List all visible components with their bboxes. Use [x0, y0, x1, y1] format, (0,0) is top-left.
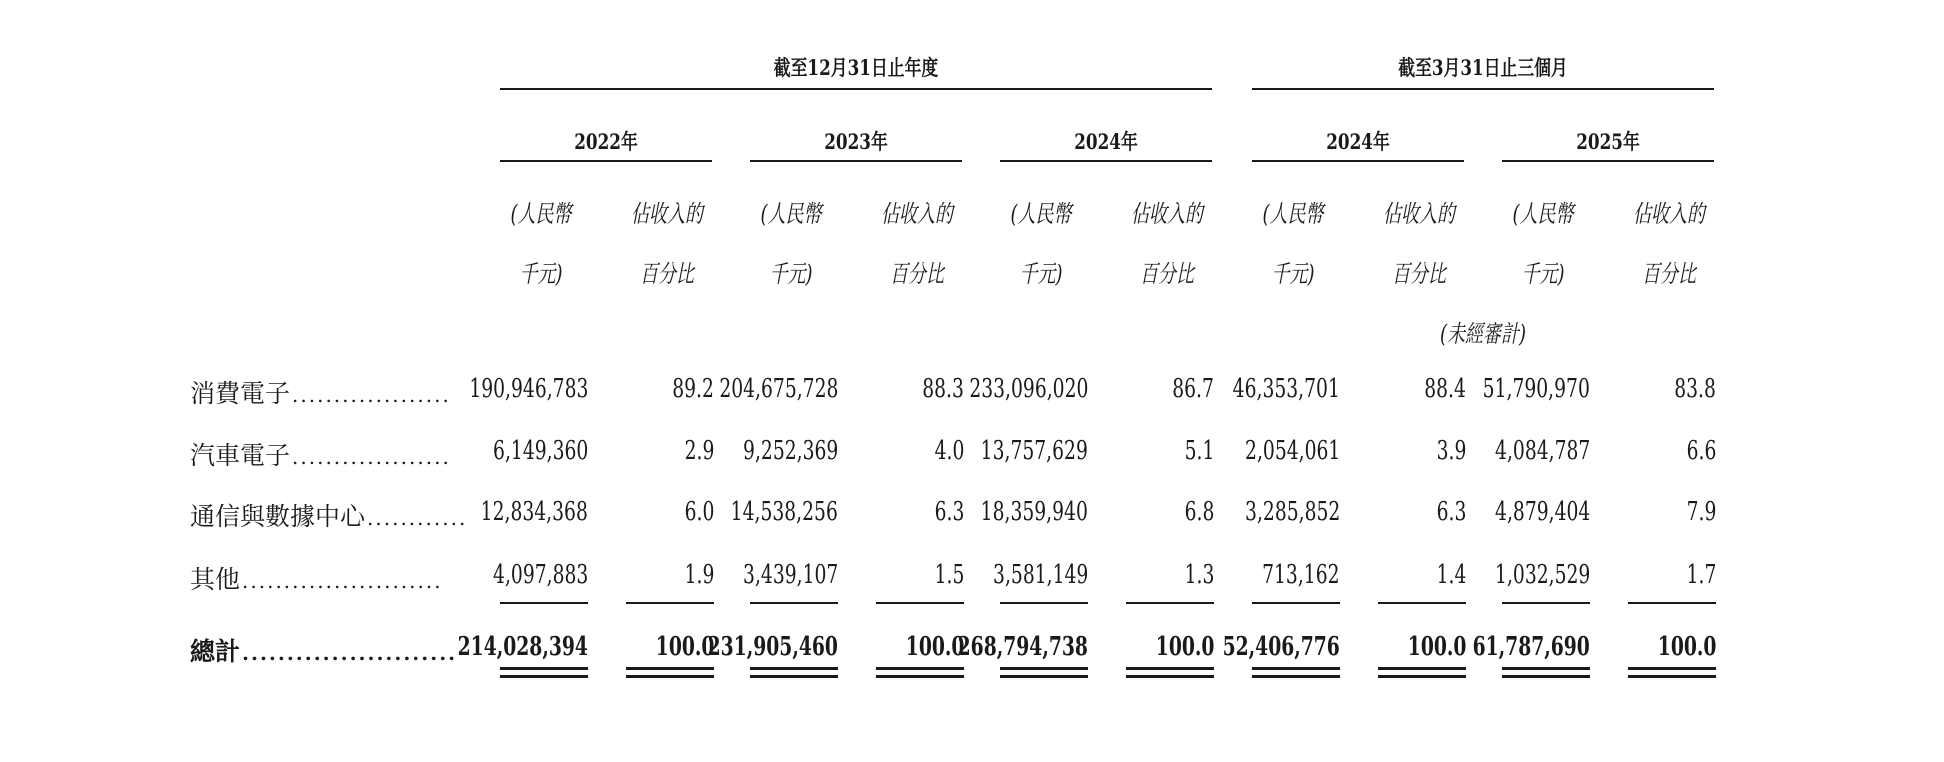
- amount-cell: 6,149,360: [492, 436, 588, 466]
- total-double-rule: [626, 675, 714, 678]
- total-double-rule: [876, 667, 964, 670]
- row-label-text: 消費電子: [190, 379, 291, 408]
- percent-cell: 7.9: [1686, 497, 1716, 527]
- unit-pct-line1: 佔收入的: [1633, 200, 1705, 228]
- total-double-rule: [750, 667, 838, 670]
- total-double-rule: [1126, 667, 1214, 670]
- total-amount-cell: 61,787,690: [1472, 632, 1590, 662]
- leader-dots: ........................: [242, 569, 443, 593]
- percent-cell: 1.9: [684, 560, 714, 590]
- percent-cell: 89.2: [672, 374, 714, 404]
- amount-cell: 190,946,783: [468, 374, 588, 404]
- amount-cell: 4,084,787: [1494, 436, 1590, 466]
- amount-cell: 3,439,107: [742, 560, 838, 590]
- subtotal-rule: [750, 602, 838, 604]
- amount-cell: 4,879,404: [1494, 497, 1590, 527]
- percent-cell: 88.3: [922, 374, 964, 404]
- amount-cell: 204,675,728: [718, 374, 838, 404]
- unit-amount-line2: 千元): [1271, 260, 1315, 288]
- subtotal-rule: [1628, 602, 1716, 604]
- total-percent-cell: 100.0: [1657, 632, 1716, 662]
- amount-cell: 18,359,940: [980, 497, 1088, 527]
- unit-pct-line2: 百分比: [1392, 260, 1446, 288]
- subtotal-rule: [1378, 602, 1466, 604]
- total-double-rule: [876, 675, 964, 678]
- year-header-2024: 2024年: [1074, 129, 1138, 154]
- total-double-rule: [626, 667, 714, 670]
- percent-cell: 4.0: [934, 436, 964, 466]
- amount-cell: 46,353,701: [1232, 374, 1340, 404]
- percent-cell: 1.5: [934, 560, 964, 590]
- leader-dots: ...................: [292, 445, 451, 469]
- percent-cell: 1.3: [1184, 560, 1214, 590]
- percent-cell: 88.4: [1424, 374, 1466, 404]
- total-percent-cell: 100.0: [905, 632, 964, 662]
- row-label-text: 通信與數據中心: [190, 502, 366, 531]
- unit-pct-line1: 佔收入的: [881, 200, 953, 228]
- year-rule: [1502, 160, 1714, 162]
- total-percent-cell: 100.0: [1155, 632, 1214, 662]
- year-header-2024-q: 2024年: [1326, 129, 1390, 154]
- amount-cell: 12,834,368: [480, 497, 588, 527]
- total-double-rule: [1628, 667, 1716, 670]
- percent-cell: 6.3: [934, 497, 964, 527]
- year-rule: [750, 160, 962, 162]
- row-label-consumer-electronics: [190, 374, 452, 410]
- amount-cell: 3,285,852: [1244, 497, 1340, 527]
- total-double-rule: [1000, 667, 1088, 670]
- unit-amount-line2: 千元): [1521, 260, 1565, 288]
- percent-cell: 6.8: [1184, 497, 1214, 527]
- group-header-year: 截至12月31日止年度: [773, 55, 939, 80]
- subtotal-rule: [500, 602, 588, 604]
- amount-cell: 4,097,883: [492, 560, 588, 590]
- subtotal-rule: [876, 602, 964, 604]
- percent-cell: 6.0: [684, 497, 714, 527]
- unit-pct-line2: 百分比: [890, 260, 944, 288]
- amount-cell: 233,096,020: [968, 374, 1088, 404]
- year-rule: [1000, 160, 1212, 162]
- unit-amount-line1: (人民幣: [1010, 200, 1072, 228]
- row-label-text: 總計: [190, 637, 241, 666]
- year-rule: [500, 160, 712, 162]
- unit-pct-line1: 佔收入的: [1131, 200, 1203, 228]
- total-amount-cell: 231,905,460: [707, 632, 838, 662]
- total-double-rule: [1378, 667, 1466, 670]
- total-double-rule: [1252, 667, 1340, 670]
- year-rule: [1252, 160, 1464, 162]
- unit-amount-line1: (人民幣: [1512, 200, 1574, 228]
- amount-cell: 14,538,256: [730, 497, 838, 527]
- unit-pct-line1: 佔收入的: [1383, 200, 1455, 228]
- total-percent-cell: 100.0: [1407, 632, 1466, 662]
- percent-cell: 86.7: [1172, 374, 1214, 404]
- percent-cell: 2.9: [684, 436, 714, 466]
- subtotal-rule: [1126, 602, 1214, 604]
- row-label-telecom-datacenter: [190, 497, 468, 533]
- unit-amount-line1: (人民幣: [510, 200, 572, 228]
- total-double-rule: [750, 675, 838, 678]
- amount-cell: 3,581,149: [992, 560, 1088, 590]
- unit-amount-line2: 千元): [1019, 260, 1063, 288]
- row-label-others: [190, 560, 452, 596]
- amount-cell: 13,757,629: [980, 436, 1088, 466]
- percent-cell: 5.1: [1184, 436, 1214, 466]
- total-double-rule: [500, 675, 588, 678]
- total-double-rule: [1252, 675, 1340, 678]
- total-amount-cell: 268,794,738: [957, 632, 1088, 662]
- subtotal-rule: [1000, 602, 1088, 604]
- leader-dots: ...................: [292, 383, 451, 407]
- percent-cell: 1.4: [1436, 560, 1466, 590]
- row-label-automotive-electronics: [190, 436, 452, 472]
- total-double-rule: [1378, 675, 1466, 678]
- group-rule-quarter: [1252, 88, 1714, 90]
- row-label-text: 汽車電子: [190, 441, 291, 470]
- unit-amount-line1: (人民幣: [1262, 200, 1324, 228]
- total-double-rule: [1502, 675, 1590, 678]
- unit-amount-line2: 千元): [519, 260, 563, 288]
- group-header-quarter: 截至3月31日止三個月: [1398, 55, 1568, 80]
- unaudited-note: (未經審計): [1439, 320, 1527, 348]
- total-percent-cell: 100.0: [655, 632, 714, 662]
- leader-dots: ............: [367, 506, 468, 530]
- total-amount-cell: 214,028,394: [457, 632, 588, 662]
- total-double-rule: [1000, 675, 1088, 678]
- unit-amount-line1: (人民幣: [760, 200, 822, 228]
- amount-cell: 2,054,061: [1244, 436, 1340, 466]
- year-header-2025-q: 2025年: [1576, 129, 1640, 154]
- total-double-rule: [1628, 675, 1716, 678]
- percent-cell: 83.8: [1674, 374, 1716, 404]
- unit-pct-line2: 百分比: [1642, 260, 1696, 288]
- amount-cell: 9,252,369: [742, 436, 838, 466]
- unit-pct-line2: 百分比: [1140, 260, 1194, 288]
- year-header-2023: 2023年: [824, 129, 888, 154]
- unit-pct-line2: 百分比: [640, 260, 694, 288]
- subtotal-rule: [1502, 602, 1590, 604]
- unit-pct-line1: 佔收入的: [631, 200, 703, 228]
- row-label-total: [190, 632, 458, 668]
- percent-cell: 1.7: [1686, 560, 1716, 590]
- percent-cell: 3.9: [1436, 436, 1466, 466]
- row-label-text: 其他: [190, 565, 241, 594]
- leader-dots: ........................: [242, 641, 458, 665]
- subtotal-rule: [1252, 602, 1340, 604]
- amount-cell: 713,162: [1262, 560, 1340, 590]
- amount-cell: 1,032,529: [1494, 560, 1590, 590]
- subtotal-rule: [626, 602, 714, 604]
- percent-cell: 6.3: [1436, 497, 1466, 527]
- total-amount-cell: 52,406,776: [1222, 632, 1340, 662]
- total-double-rule: [1126, 675, 1214, 678]
- amount-cell: 51,790,970: [1482, 374, 1590, 404]
- year-header-2022: 2022年: [574, 129, 638, 154]
- total-double-rule: [1502, 667, 1590, 670]
- group-rule-year: [500, 88, 1212, 90]
- percent-cell: 6.6: [1686, 436, 1716, 466]
- unit-amount-line2: 千元): [769, 260, 813, 288]
- total-double-rule: [500, 667, 588, 670]
